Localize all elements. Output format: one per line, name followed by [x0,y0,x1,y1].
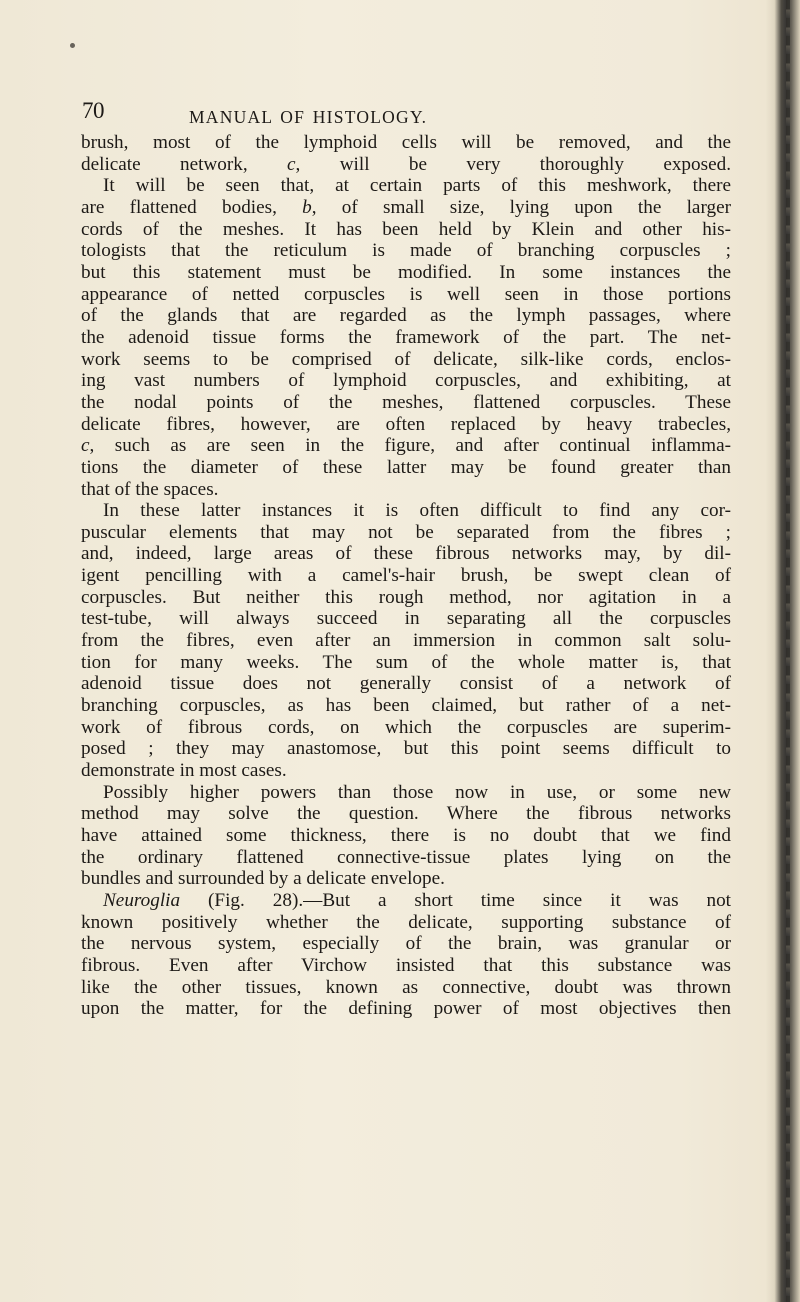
text-line-segment: are flattened bodies, [81,196,303,218]
section-heading-neuroglia: Neuroglia [103,889,181,911]
paragraph-end-line: demonstrate in most cases. [81,760,287,782]
figure-label-c: c [81,435,90,457]
paragraph-end-line: that of the spaces. [81,478,219,500]
text-line: the adenoid tissue forms the framework of the part. The net- [81,326,731,348]
text-line: the ordinary flattened connective-tissue plates lying on the [81,846,731,868]
text-line: tions the diameter of these latter may be found greater than [81,456,731,478]
text-line: but this statement must be modified. In some instances the [81,261,731,283]
text-line: corpuscles. But neither this rough method, nor agitation in a [81,586,731,608]
text-line-with-figure-label-c [81,435,731,457]
text-line: from the fibres, even after an immersion in common salt solu- [81,630,731,652]
text-line: tion for many weeks. The sum of the whole matter is, that [81,651,731,673]
text-line: igent pencilling with a camel's-hair brush, be swept clean of [81,565,731,587]
ink-speck [70,43,75,48]
text-line: fibrous. Even after Virchow insisted that this substance was [81,954,731,976]
text-line: It will be seen that, at certain parts of this meshwork, there [103,175,731,197]
text-line: the nervous system, especially of the brain, was granular or [81,933,731,955]
text-line-segment: (Fig. 28).—But a short time since it was not [180,889,731,911]
text-line-segment: , of small size, lying upon the larger [311,196,731,218]
figure-label-c: c [287,153,296,175]
text-line-with-section-heading [81,890,731,912]
paragraph-end-line: bundles and surrounded by a delicate envelope. [81,868,445,890]
text-line: like the other tissues, known as connective, doubt was thrown [81,976,731,998]
text-line: puscular elements that may not be separated from the fibres ; [81,521,731,543]
text-line-segment: delicate network, [81,153,288,175]
text-line: posed ; they may anastomose, but this point seems difficult to [81,738,731,760]
text-line: In these latter instances it is often difficult to find any cor- [103,500,731,522]
text-line: upon the matter, for the defining power of most objectives then [81,998,731,1020]
text-line: known positively whether the delicate, supporting substance of [81,911,731,933]
text-line: have attained some thickness, there is no doubt that we find [81,825,731,846]
text-line-with-figure-label-b [81,197,731,219]
text-line: work seems to be comprised of delicate, silk-like cords, enclos- [81,348,731,370]
text-line: test-tube, will always succeed in separating all the corpuscles [81,608,731,630]
text-line: adenoid tissue does not generally consist of a network of [81,673,731,695]
text-line: appearance of netted corpuscles is well seen in those portions [81,283,731,305]
text-line: the nodal points of the meshes, flattened corpuscles. These [81,391,731,413]
page-header [82,100,730,128]
text-line: method may solve the question. Where the fibrous networks [81,803,731,825]
page-number: 70 [82,98,104,123]
running-title: MANUAL OF HISTOLOGY. [189,107,428,127]
text-line: cords of the meshes. It has been held by Klein and other his- [81,218,731,240]
text-line: Possibly higher powers than those now in use, or some new [103,781,731,803]
text-line-segment: , such as are seen in the figure, and after continual inflamma- [89,435,731,457]
text-line: and, indeed, large areas of these fibrous networks may, by dil- [81,543,731,565]
body-text [81,132,731,1020]
text-line-segment: , will be very thoroughly exposed. [295,153,731,175]
text-line: of the glands that are regarded as the lymph passages, where [81,305,731,327]
figure-label-b: b [302,196,312,218]
text-line: delicate fibres, however, are often replaced by heavy trabecles, [81,413,731,435]
text-line-with-figure-label-c [81,154,731,176]
text-line: work of fibrous cords, on which the corpuscles are superim- [81,716,731,738]
book-binding-edge [766,0,800,1302]
text-line: brush, most of the lymphoid cells will be removed, and the [81,132,731,153]
text-line: tologists that the reticulum is made of branching corpuscles ; [81,240,731,262]
text-line: branching corpuscles, as has been claimed, but rather of a net- [81,695,731,717]
text-line: ing vast numbers of lymphoid corpuscles, and exhibiting, at [81,370,731,392]
